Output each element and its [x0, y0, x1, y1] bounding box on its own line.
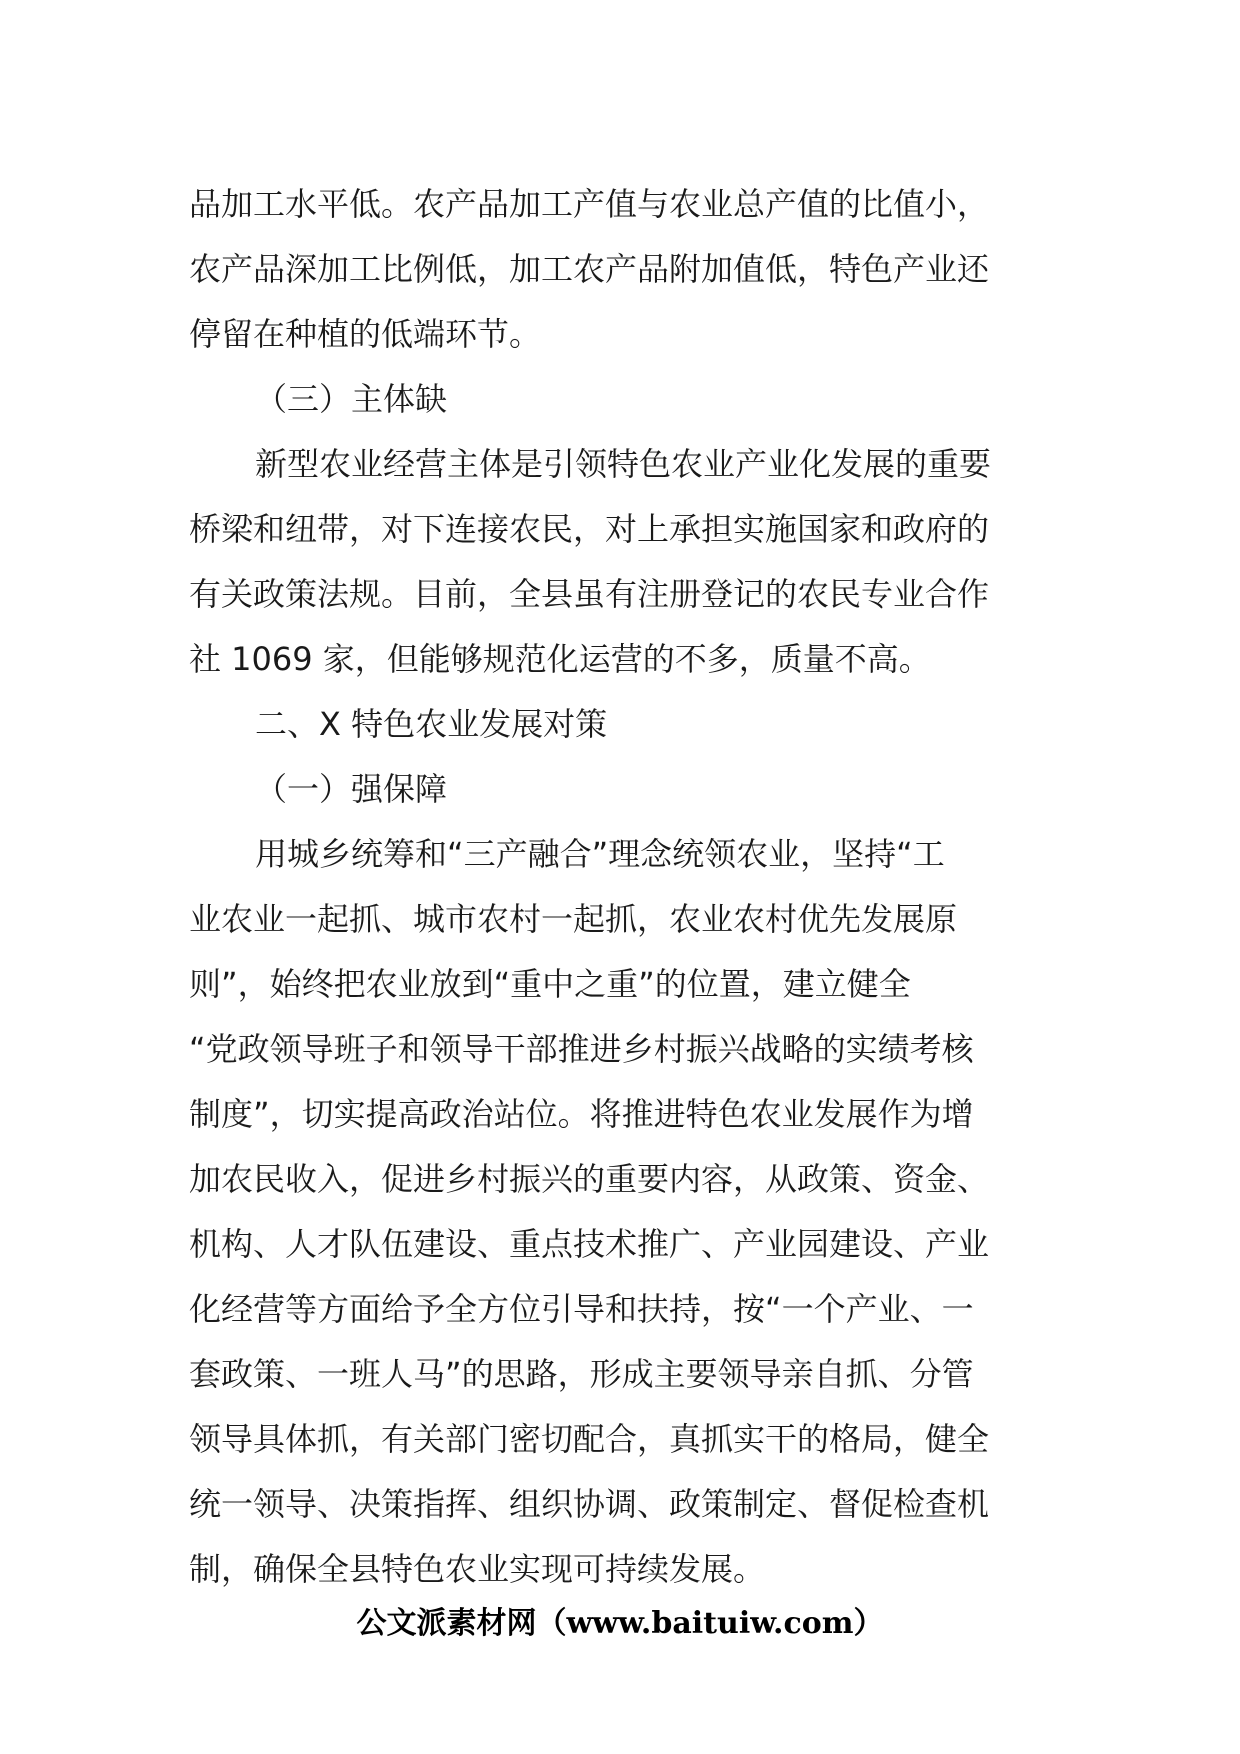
text-line: 机构、人才队伍建设、重点技术推广、产业园建设、产业	[189, 1225, 990, 1263]
chapter-heading: 二、X 特色农业发展对策	[255, 705, 608, 743]
document-body	[189, 172, 1069, 1602]
section-heading: （三）主体缺	[255, 380, 448, 418]
text-line: 桥梁和纽带，对下连接农民，对上承担实施国家和政府的	[189, 510, 990, 548]
paragraph-start: 新型农业经营主体是引领特色农业产业化发展的重要	[255, 445, 992, 483]
text-line: “党政领导班子和领导干部推进乡村振兴战略的实绩考核	[189, 1030, 974, 1068]
text-line: 业农业一起抓、城市农村一起抓，农业农村优先发展原	[189, 900, 958, 938]
text-line: 社 1069 家，但能够规范化运营的不多，质量不高。	[189, 640, 931, 678]
paragraph-start: 用城乡统筹和“三产融合”理念统领农业，坚持“工	[255, 835, 945, 873]
section-heading: （一）强保障	[255, 770, 448, 808]
text-line: 化经营等方面给予全方位引导和扶持，按“一个产业、一	[189, 1290, 974, 1328]
text-line: 制，确保全县特色农业实现可持续发展。	[189, 1550, 766, 1588]
page-footer-watermark: 公文派素材网（www.baituiw.com）	[356, 1606, 884, 1641]
text-line: 农产品深加工比例低，加工农产品附加值低，特色产业还	[189, 250, 990, 288]
text-line: 领导具体抓，有关部门密切配合，真抓实干的格局，健全	[189, 1420, 990, 1458]
text-line: 有关政策法规。目前，全县虽有注册登记的农民专业合作	[189, 575, 990, 613]
text-line: 则”，始终把农业放到“重中之重”的位置，建立健全	[189, 965, 911, 1003]
text-line: 套政策、一班人马”的思路，形成主要领导亲自抓、分管	[189, 1355, 974, 1393]
text-line: 加农民收入，促进乡村振兴的重要内容，从政策、资金、	[189, 1160, 990, 1198]
text-line: 品加工水平低。农产品加工产值与农业总产值的比值小，	[189, 185, 990, 223]
text-line: 制度”，切实提高政治站位。将推进特色农业发展作为增	[189, 1095, 974, 1133]
text-line: 统一领导、决策指挥、组织协调、政策制定、督促检查机	[189, 1485, 990, 1523]
text-line: 停留在种植的低端环节。	[189, 315, 542, 353]
